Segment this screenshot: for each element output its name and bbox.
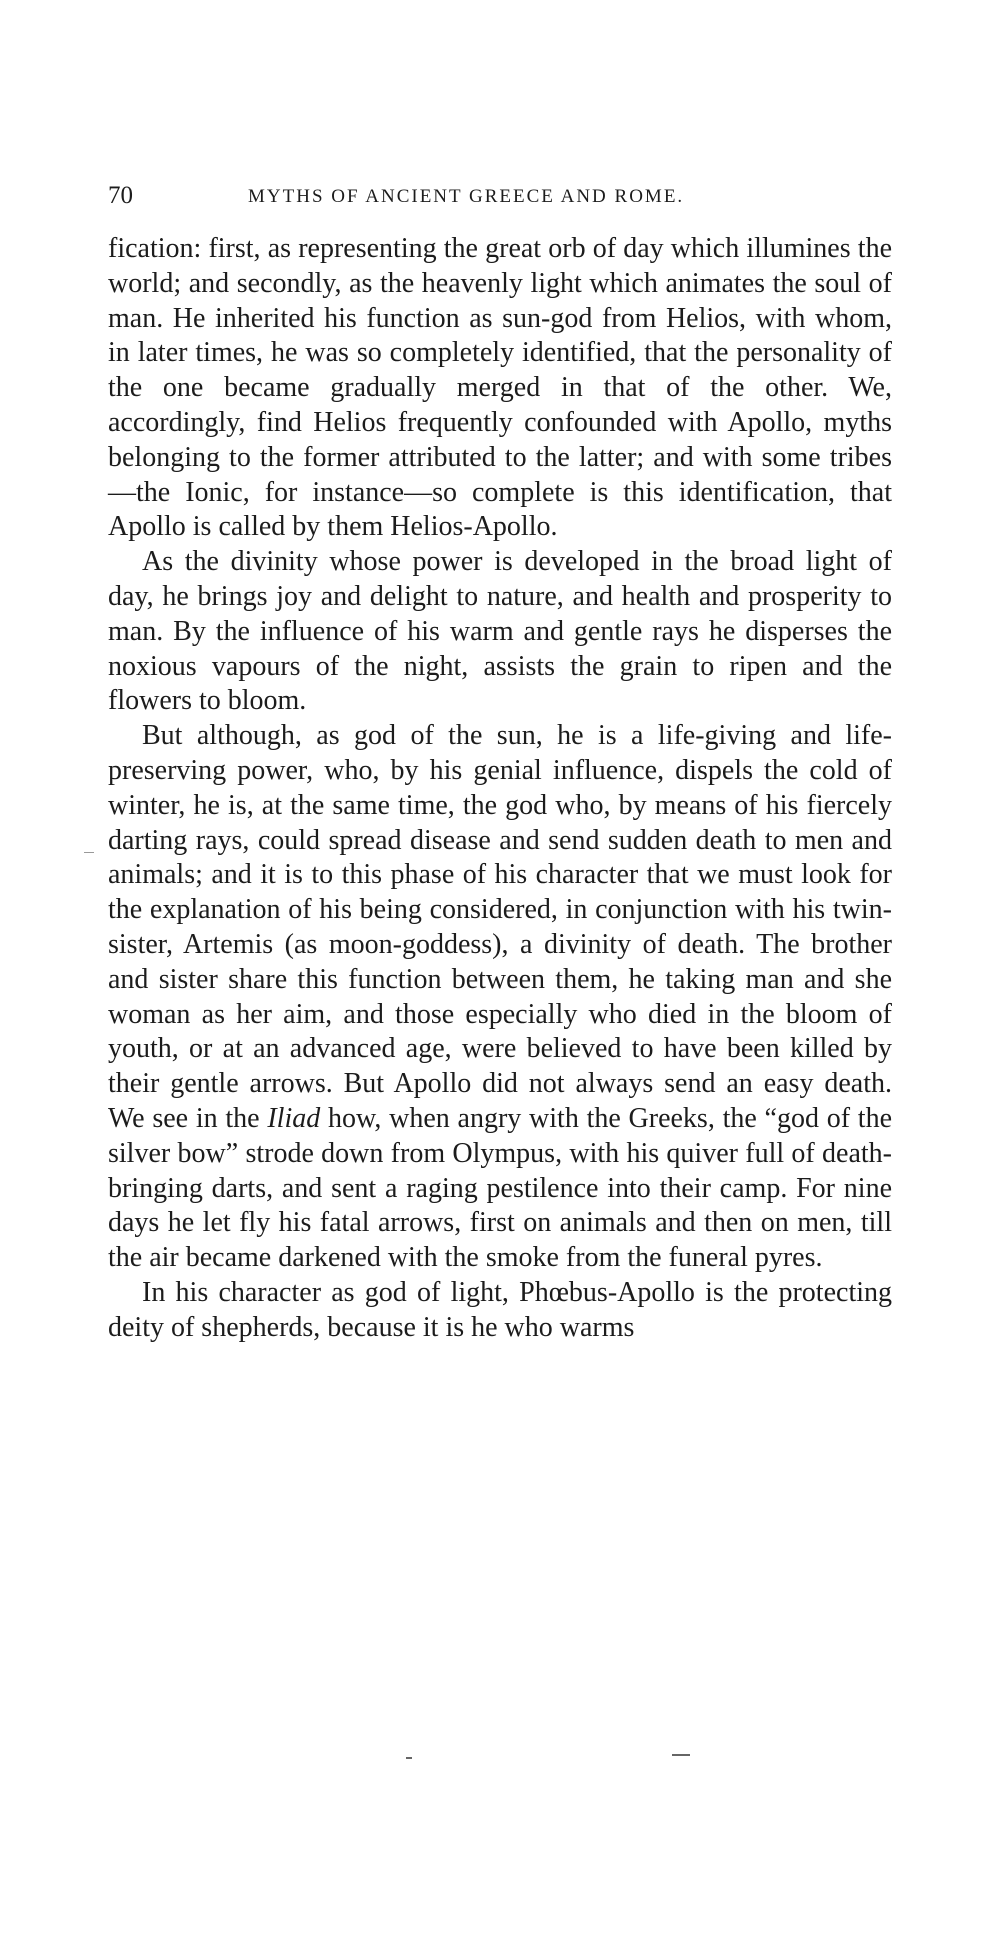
page-header <box>108 182 892 222</box>
paragraph-3-text-a: But although, as god of the sun, he is a life-giving and life-preserving power, who, by his genial influence, dispels the cold of winter, he is, at the same time, the god who, by means of his fiercely darting rays, could spread disease and send sudden death to men and animals; and it is to this phase of his character that we must look for the explanation of his being considered, in conjunction with his twin-sister, Artemis (as moon-goddess), a divinity of death. The brother and sister share this function between them, he taking man and she woman as her aim, and those especially who died in the bloom of youth, or at an advanced age, were believed to have been killed by their gentle arrows. But Apollo did not always send an easy death. We see in the <box>108 720 892 1134</box>
body-text <box>108 232 892 1346</box>
paragraph-1: fication: first, as representing the great orb of day which illumines the world; and secondly, as the heavenly light which animates the soul of man. He inherited his function as sun-god from Helios, with whom, in later times, he was so completely identified, that the personality of the one became gradually merged in that of the other. We, accordingly, find Helios frequently confounded with Apollo, myths belonging to the former attributed to the latter; and with some tribes—the Ionic, for instance—so complete is this identification, that Apollo is called by them Helios-Apollo. <box>108 233 892 543</box>
page-number: 70 <box>108 182 133 209</box>
paragraph-3-text-b: how, when angry with the Greeks, the “god of the silver bow” strode down from Olympus, with his quiver full of death-bringing darts, and sent a raging pestilence into their camp. For nine days he let fly his fatal arrows, first on animals and then on men, till the air became darkened with the smoke from the funeral pyres. <box>108 1102 892 1274</box>
iliad-title: Iliad <box>267 1102 321 1134</box>
paragraph-2: As the divinity whose power is developed in the broad light of day, he brings joy and delight to nature, and health and prosperity to man. By the influence of his warm and gentle rays he disperses the noxious vapours of the night, assists the grain to ripen and the flowers to bloom. <box>108 546 892 717</box>
paragraph-3 <box>108 719 892 1276</box>
running-head: MYTHS OF ANCIENT GREECE AND ROME. <box>248 186 685 207</box>
paragraph-4: In his character as god of light, Phœbus-Apollo is the protecting deity of shepherds, because it is he who warms <box>108 1276 892 1343</box>
footer-mark <box>406 1757 412 1759</box>
footer-mark <box>672 1754 690 1756</box>
margin-mark <box>84 852 94 853</box>
